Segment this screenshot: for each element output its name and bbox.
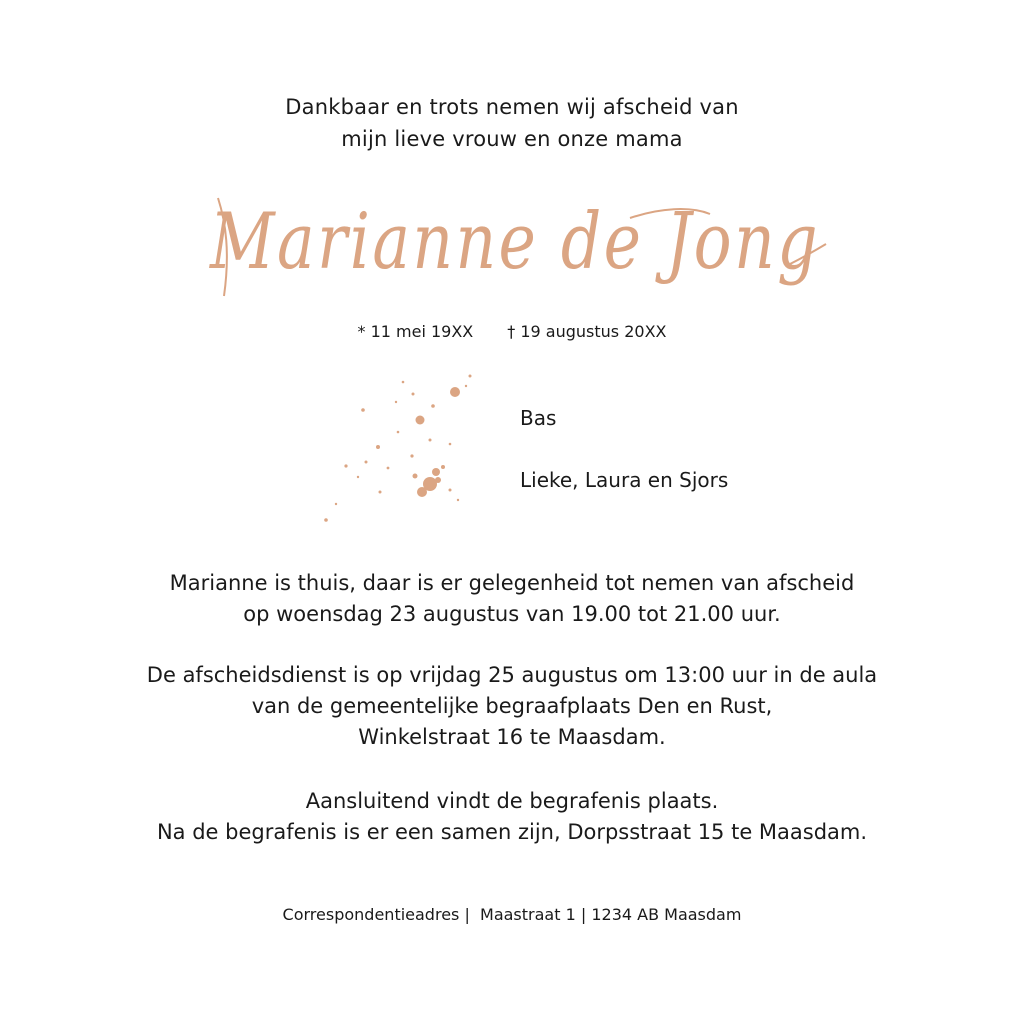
family-member: Lieke, Laura en Sjors [520, 468, 729, 492]
correspondence-address: Correspondentieadres | Maastraat 1 | 1234 AB Maasdam [282, 905, 742, 924]
deceased-name [190, 178, 840, 318]
family-list [520, 403, 728, 495]
burial-line-2: Na de begrafenis is er een samen zijn, Dorpsstraat 15 te Maasdam. [156, 820, 868, 844]
deceased-name-text: Marianne de Jong [208, 197, 820, 287]
visitation-line-1: Marianne is thuis, daar is er gelegenheid tot nemen van afscheid [169, 571, 855, 595]
visitation-line-2: op woensdag 23 augustus van 19.00 tot 21.00 uur. [243, 602, 781, 626]
death-date: † 19 augustus 20XX [507, 322, 667, 341]
life-dates [0, 320, 1024, 344]
family-member: Bas [520, 406, 557, 430]
burial-line-1: Aansluitend vindt de begrafenis plaats. [305, 789, 719, 813]
service-line-3: Winkelstraat 16 te Maasdam. [358, 725, 666, 749]
intro-text [0, 91, 1024, 155]
intro-line-2: mijn lieve vrouw en onze mama [341, 127, 683, 151]
service-line-1: De afscheidsdienst is op vrijdag 25 augustus om 13:00 uur in de aula [146, 663, 878, 687]
birth-date: * 11 mei 19XX [357, 322, 474, 341]
burial-paragraph [0, 786, 1024, 848]
intro-line-1: Dankbaar en trots nemen wij afscheid van [285, 95, 739, 119]
paint-splatter-icon [318, 372, 488, 532]
service-line-2: van de gemeentelijke begraafplaats Den en Rust, [251, 694, 773, 718]
service-paragraph [0, 660, 1024, 753]
visitation-paragraph [0, 568, 1024, 630]
